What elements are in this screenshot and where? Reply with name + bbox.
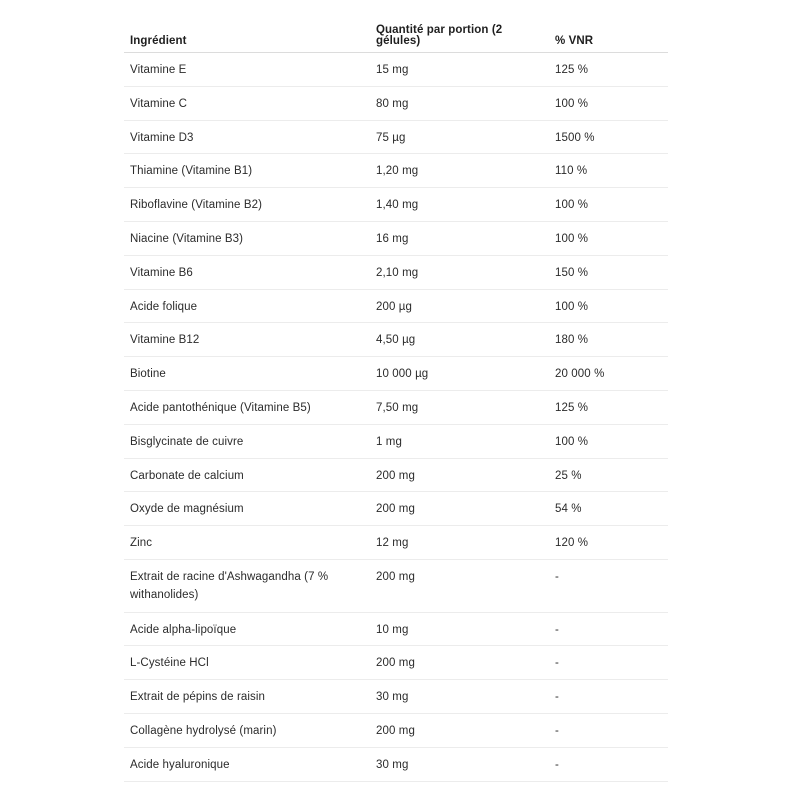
table-row	[124, 53, 668, 87]
cell-vnr: 120 %	[555, 537, 589, 550]
cell-ingredient: Acide pantothénique (Vitamine B5)	[130, 401, 311, 414]
header-ingredient: Ingrédient	[130, 35, 187, 47]
cell-quantity: 15 mg	[376, 64, 409, 76]
cell-ingredient: Collagène hydrolysé (marin)	[130, 724, 277, 737]
cell-vnr: 100 %	[555, 199, 589, 212]
table-header	[124, 18, 668, 53]
cell-vnr: 125 %	[555, 401, 589, 414]
cell-ingredient: Carbonate de calcium	[130, 469, 244, 482]
table-row	[124, 526, 668, 560]
cell-ingredient: Acide alpha-lipoïque	[130, 623, 237, 636]
cell-ingredient: Vitamine E	[130, 64, 187, 76]
table-row	[124, 323, 668, 357]
cell-vnr: -	[555, 657, 559, 670]
cell-ingredient: Acide hyaluronique	[130, 758, 230, 771]
cell-ingredient: Thiamine (Vitamine B1)	[130, 165, 253, 178]
cell-vnr: -	[555, 623, 559, 636]
cell-ingredient: L-Cystéine HCl	[130, 657, 209, 670]
cell-quantity: 200 mg	[376, 503, 415, 516]
cell-ingredient: Extrait de racine d'Ashwagandha (7 % withanolides)	[130, 570, 329, 601]
cell-vnr: 110 %	[555, 165, 588, 178]
table-row	[124, 492, 668, 526]
cell-vnr: 100 %	[555, 232, 589, 245]
cell-quantity: 1,20 mg	[376, 165, 419, 178]
cell-quantity: 4,50 µg	[376, 334, 416, 347]
table-row	[124, 222, 668, 256]
cell-ingredient: Vitamine D3	[130, 131, 194, 144]
cell-vnr: 180 %	[555, 334, 589, 347]
cell-ingredient: Oxyde de magnésium	[130, 503, 244, 516]
cell-quantity: 75 µg	[376, 131, 406, 144]
cell-quantity: 30 mg	[376, 691, 409, 704]
table-row	[124, 121, 668, 155]
cell-ingredient: Zinc	[130, 537, 153, 550]
cell-quantity: 200 mg	[376, 657, 415, 670]
table-row	[124, 154, 668, 188]
cell-ingredient: Vitamine B6	[130, 266, 193, 279]
cell-vnr: 150 %	[555, 266, 589, 279]
cell-quantity: 10 mg	[376, 623, 409, 636]
header-vnr: % VNR	[555, 35, 594, 47]
cell-vnr: 125 %	[555, 64, 589, 76]
cell-ingredient: Bisglycinate de cuivre	[130, 435, 244, 448]
table-row	[124, 188, 668, 222]
cell-vnr: 100 %	[555, 300, 589, 313]
table-row	[124, 87, 668, 121]
cell-quantity: 12 mg	[376, 537, 409, 550]
cell-vnr: -	[555, 570, 559, 583]
table-row	[124, 290, 668, 324]
cell-ingredient: Niacine (Vitamine B3)	[130, 232, 244, 245]
cell-quantity: 7,50 mg	[376, 401, 419, 414]
cell-ingredient: Acide folique	[130, 300, 198, 313]
cell-vnr: 100 %	[555, 435, 589, 448]
cell-quantity: 200 mg	[376, 469, 415, 482]
table-row	[124, 748, 668, 782]
cell-vnr: 25 %	[555, 469, 582, 482]
nutrition-table	[124, 18, 668, 782]
cell-vnr: 1500 %	[555, 131, 595, 144]
cell-quantity: 30 mg	[376, 758, 409, 771]
cell-quantity: 1,40 mg	[376, 199, 419, 212]
cell-vnr: -	[555, 691, 559, 704]
cell-quantity: 200 mg	[376, 570, 415, 583]
cell-quantity: 200 mg	[376, 724, 415, 737]
cell-quantity: 1 mg	[376, 435, 402, 448]
table-body	[124, 53, 668, 782]
header-quantity: Quantité par portion (2 gélules)	[376, 24, 503, 47]
cell-ingredient: Vitamine B12	[130, 334, 200, 347]
table-row	[124, 613, 668, 647]
cell-quantity: 10 000 µg	[376, 368, 429, 381]
table-row	[124, 714, 668, 748]
cell-vnr: 100 %	[555, 97, 589, 110]
table-row	[124, 357, 668, 391]
table-row	[124, 459, 668, 493]
cell-vnr: -	[555, 758, 559, 771]
table-row	[124, 680, 668, 714]
cell-quantity: 80 mg	[376, 97, 409, 110]
cell-ingredient: Vitamine C	[130, 97, 188, 110]
table-row	[124, 256, 668, 290]
cell-quantity: 16 mg	[376, 232, 409, 245]
cell-vnr: 20 000 %	[555, 368, 605, 381]
cell-ingredient: Biotine	[130, 368, 166, 381]
table-row	[124, 391, 668, 425]
cell-ingredient: Extrait de pépins de raisin	[130, 691, 266, 704]
cell-vnr: 54 %	[555, 503, 582, 516]
table-row	[124, 646, 668, 680]
cell-vnr: -	[555, 724, 559, 737]
table-row	[124, 425, 668, 459]
cell-ingredient: Riboflavine (Vitamine B2)	[130, 199, 263, 212]
table-row	[124, 560, 668, 613]
cell-quantity: 200 µg	[376, 300, 413, 313]
cell-quantity: 2,10 mg	[376, 266, 419, 279]
